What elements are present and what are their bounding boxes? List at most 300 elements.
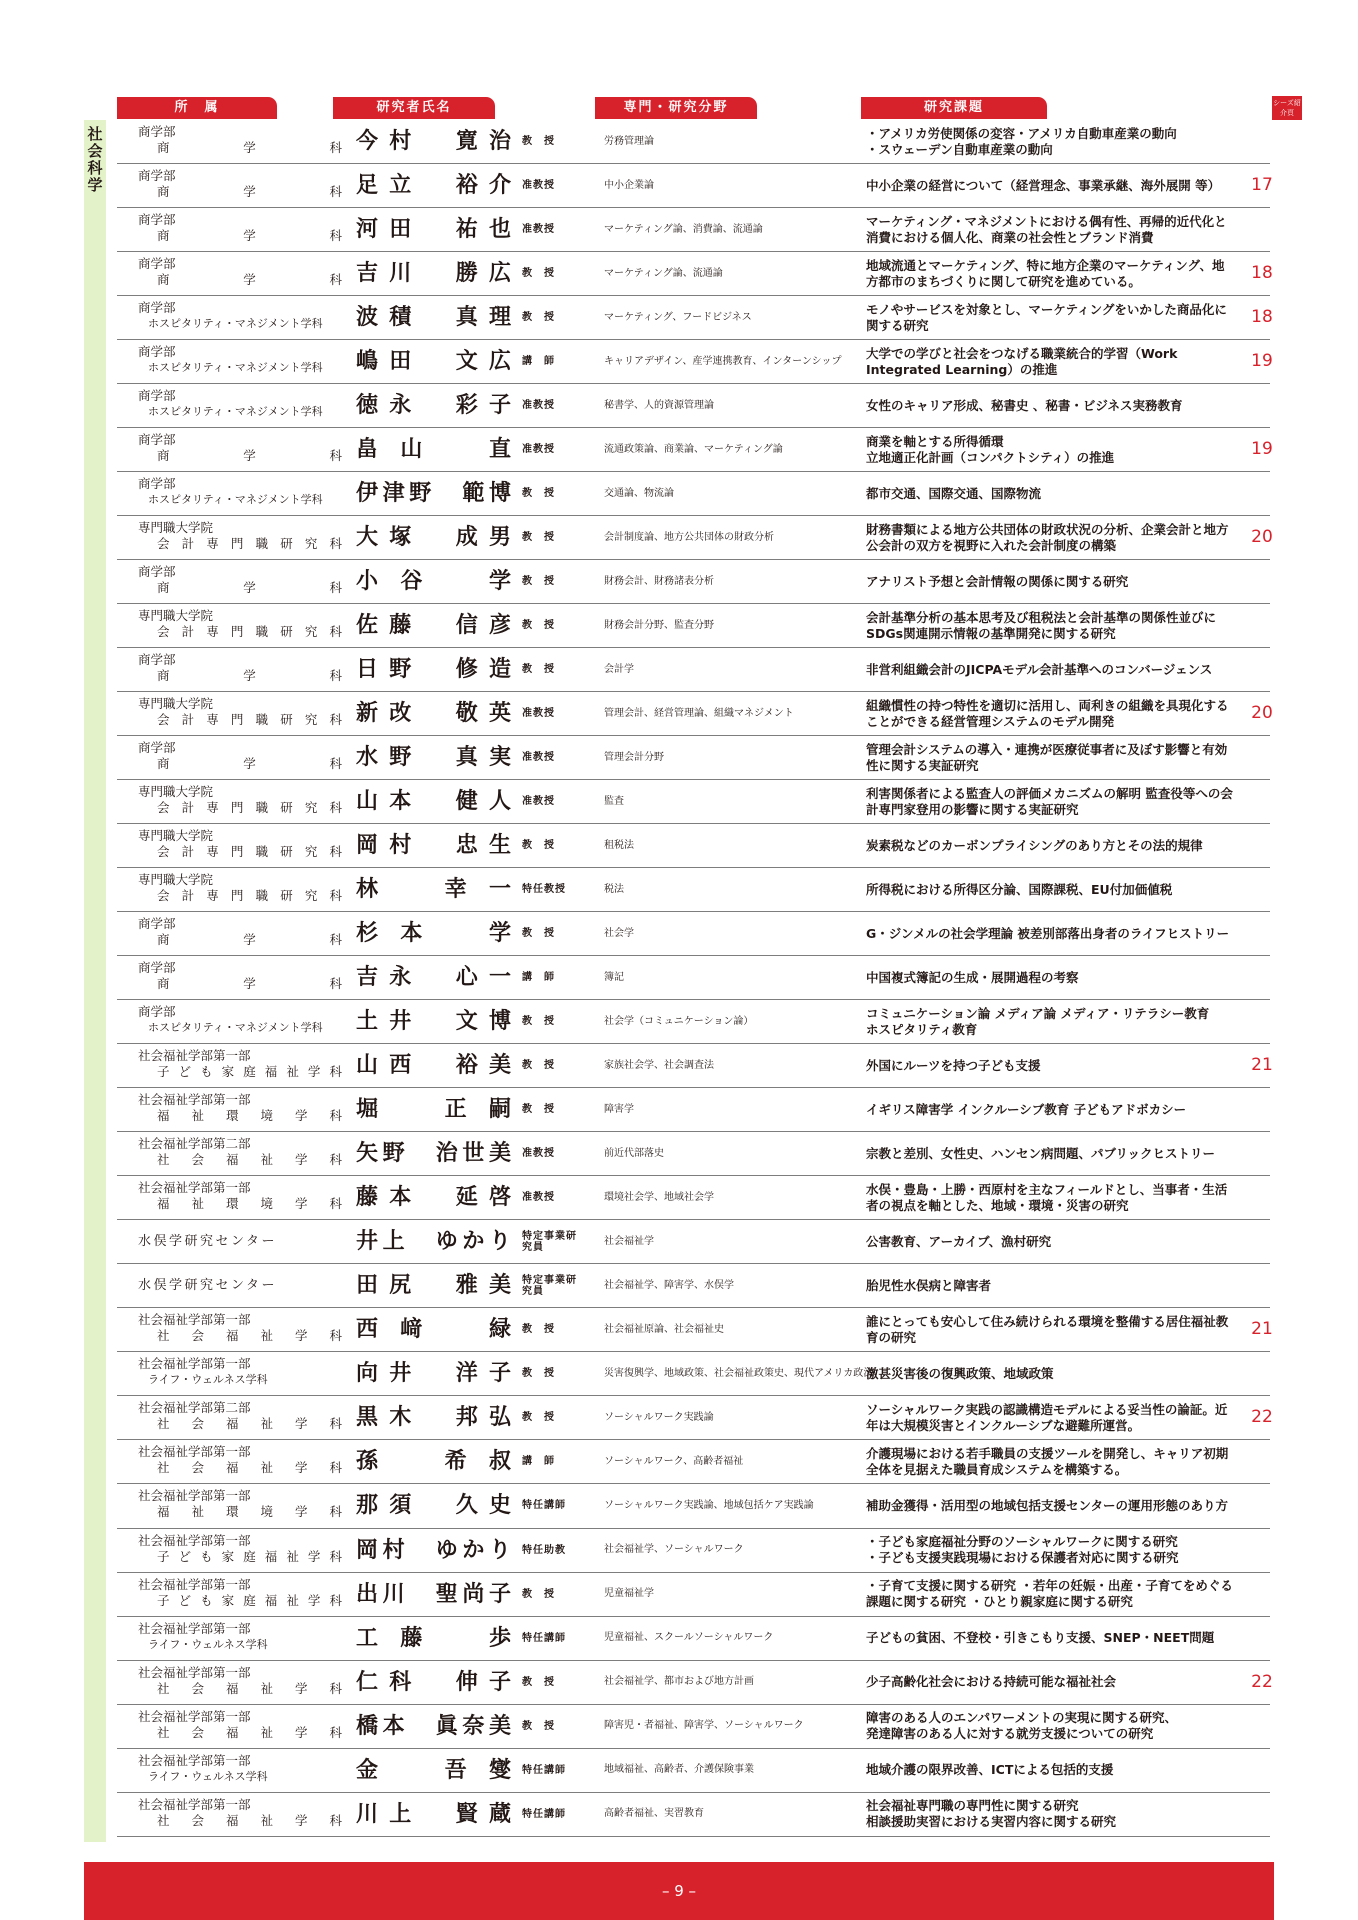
academic-title bbox=[522, 1440, 582, 1483]
researcher-name-text: 今村 寛治 bbox=[356, 129, 511, 154]
researcher-name-text: 吉永 心一 bbox=[356, 965, 511, 991]
researcher-name-text: 佐藤 信彦 bbox=[356, 613, 511, 639]
research-field-text: 障害学 bbox=[604, 1103, 634, 1115]
researcher-name bbox=[356, 1536, 511, 1566]
research-field bbox=[604, 472, 854, 515]
academic-title-text: 教 授 bbox=[522, 1676, 555, 1688]
affiliation-department: ホスピタリティ・マネジメント学科 bbox=[148, 1021, 323, 1035]
research-field-text: マーケティング論、消費論、流通論 bbox=[604, 223, 763, 235]
researcher-name-text: 田尻 雅美 bbox=[356, 1273, 511, 1299]
affiliation-department: ホスピタリティ・マネジメント学科 bbox=[148, 317, 323, 331]
table-row bbox=[117, 120, 1270, 164]
research-topic-text: イギリス障害学 インクルーシブ教育 子どもアドボカシー bbox=[866, 1101, 1187, 1117]
researcher-name bbox=[356, 391, 511, 421]
research-topic-text: G・ジンメルの社会学理論 被差別部落出身者のライフヒストリー bbox=[866, 925, 1230, 941]
researcher-name bbox=[356, 1712, 511, 1742]
research-topic bbox=[866, 472, 1234, 515]
research-topic bbox=[866, 1529, 1234, 1572]
affiliation-faculty: 商学部 bbox=[138, 388, 176, 404]
affiliation-faculty: 社会福祉学部第一部 bbox=[138, 1444, 251, 1460]
section-label: 社会科学 bbox=[87, 125, 103, 194]
academic-title-text: 教 授 bbox=[522, 1016, 555, 1028]
researcher-name-text: 大塚 成男 bbox=[356, 525, 511, 551]
academic-title-text: 教 授 bbox=[522, 1412, 555, 1424]
affiliation-department: 商学科 bbox=[157, 448, 342, 464]
research-topic-text: 胎児性水俣病と障害者 bbox=[866, 1277, 992, 1293]
academic-title bbox=[522, 252, 582, 295]
research-topic-text: 外国にルーツを持つ子ども支援 bbox=[866, 1057, 1041, 1073]
table-row bbox=[117, 384, 1270, 428]
researcher-name bbox=[356, 523, 511, 553]
table-row bbox=[117, 1573, 1270, 1617]
researcher-name bbox=[356, 567, 511, 597]
academic-title bbox=[522, 384, 582, 427]
affiliation-department: ライフ・ウェルネス学科 bbox=[148, 1769, 268, 1783]
researcher-name bbox=[356, 699, 511, 729]
research-field bbox=[604, 736, 854, 779]
academic-title bbox=[522, 472, 582, 515]
academic-title-text: 教 授 bbox=[522, 136, 555, 147]
affiliation-faculty: 商学部 bbox=[138, 740, 176, 756]
affiliation-faculty: 専門職大学院 bbox=[138, 696, 214, 712]
research-field-text: 高齢者福祉、実習教育 bbox=[604, 1808, 704, 1820]
academic-title bbox=[522, 604, 582, 647]
seeds-page-ref[interactable]: 19 bbox=[1251, 351, 1273, 372]
research-field bbox=[604, 1793, 854, 1836]
researcher-name-text: 林 幸一 bbox=[356, 877, 511, 903]
researcher-name bbox=[356, 479, 511, 509]
researcher-name bbox=[356, 743, 511, 773]
research-field bbox=[604, 868, 854, 911]
table-row bbox=[117, 912, 1270, 956]
research-topic bbox=[866, 560, 1234, 603]
academic-title bbox=[522, 1352, 582, 1395]
research-topic-text: 炭素税などのカーボンプライシングのあり方とその法的規律 bbox=[866, 837, 1203, 853]
academic-title bbox=[522, 1573, 582, 1616]
academic-title bbox=[522, 1132, 582, 1175]
research-topic bbox=[866, 824, 1234, 867]
academic-title bbox=[522, 912, 582, 955]
table-row bbox=[117, 1440, 1270, 1484]
research-field bbox=[604, 252, 854, 295]
affiliation-faculty: 商学部 bbox=[138, 916, 176, 932]
academic-title-text: 教 授 bbox=[522, 1720, 555, 1732]
research-field bbox=[604, 1176, 854, 1219]
research-field-text: 簿記 bbox=[604, 971, 624, 983]
researcher-name-text: 黒木 邦弘 bbox=[356, 1405, 511, 1431]
researcher-name bbox=[356, 1447, 511, 1477]
affiliation-department: 社会福祉学科 bbox=[157, 1416, 342, 1432]
research-field bbox=[604, 1352, 874, 1395]
research-topic bbox=[866, 1308, 1234, 1351]
affiliation-department: ホスピタリティ・マネジメント学科 bbox=[148, 405, 323, 419]
affiliation-department: 社会福祉学科 bbox=[157, 1152, 342, 1168]
research-topic bbox=[866, 1264, 1234, 1307]
researcher-name-text: 畠山 直 bbox=[356, 437, 511, 463]
affiliation-department: 会計専門職研究科 bbox=[157, 712, 342, 728]
research-topic bbox=[866, 384, 1234, 427]
academic-title bbox=[522, 1529, 582, 1572]
research-field-text: 財務会計、財務諸表分析 bbox=[604, 575, 714, 587]
affiliation-faculty: 社会福祉学部第一部 bbox=[138, 1312, 251, 1328]
header-affiliation: 所 属 bbox=[117, 97, 277, 119]
research-topic-text: 水俣・豊島・上勝・西原村を主なフィールドとし、当事者・生活者の視点を軸とした、地域・環境・災害の研究 bbox=[866, 1181, 1228, 1213]
research-topic-text: 子どもの貧困、不登校・引きこもり支援、SNEP・NEET問題 bbox=[866, 1630, 1215, 1646]
research-field-text: 流通政策論、商業論、マーケティング論 bbox=[604, 443, 783, 455]
researcher-name bbox=[356, 127, 511, 157]
researcher-name bbox=[356, 787, 511, 817]
table-row bbox=[117, 1132, 1270, 1176]
research-field bbox=[604, 1529, 854, 1572]
research-field bbox=[604, 1705, 854, 1748]
affiliation-department: 商学科 bbox=[157, 580, 342, 596]
research-topic-text: 会計基準分析の基本思考及び租税法と会計基準の関係性並びにSDGs関連開示情報の基準開発に関する研究 bbox=[866, 609, 1217, 641]
affiliation-faculty: 社会福祉学部第一部 bbox=[138, 1708, 251, 1724]
header-researcher-name: 研究者氏名 bbox=[333, 97, 495, 119]
affiliation-department: 福祉環境学科 bbox=[157, 1504, 342, 1520]
researcher-name bbox=[356, 1315, 511, 1345]
academic-title-text: 講 師 bbox=[522, 356, 555, 368]
affiliation-department: 会計専門職研究科 bbox=[157, 888, 342, 904]
section-sidebar bbox=[84, 120, 106, 1842]
research-field-text: 会計学 bbox=[604, 663, 634, 675]
academic-title-text: 教 授 bbox=[522, 532, 555, 544]
researcher-name-text: 水野 真実 bbox=[356, 745, 511, 771]
researcher-name-text: 土井 文博 bbox=[356, 1009, 511, 1035]
research-topic bbox=[866, 1044, 1234, 1087]
research-field bbox=[604, 912, 854, 955]
research-topic bbox=[866, 1661, 1234, 1704]
academic-title-text: 特定事業研究員 bbox=[522, 1274, 577, 1297]
academic-title-text: 准教授 bbox=[522, 752, 555, 764]
research-field bbox=[604, 428, 854, 471]
research-field-text: 社会学（コミュニケーション論） bbox=[604, 1015, 754, 1027]
academic-title bbox=[522, 1396, 582, 1439]
research-topic bbox=[866, 516, 1234, 559]
academic-title-text: 教 授 bbox=[522, 1588, 555, 1600]
researcher-name-text: 西﨑 緑 bbox=[356, 1317, 511, 1343]
academic-title bbox=[522, 1044, 582, 1087]
academic-title-text: 特任講師 bbox=[522, 1764, 566, 1776]
table-row bbox=[117, 648, 1270, 692]
research-field bbox=[604, 384, 854, 427]
academic-title bbox=[522, 560, 582, 603]
academic-title-text: 准教授 bbox=[522, 1148, 555, 1160]
research-topic bbox=[866, 296, 1234, 339]
affiliation-faculty: 社会福祉学部第一部 bbox=[138, 1180, 251, 1196]
research-topic bbox=[866, 956, 1234, 999]
table-row bbox=[117, 868, 1270, 912]
header-topic: 研究課題 bbox=[861, 97, 1047, 119]
table-row bbox=[117, 1529, 1270, 1573]
academic-title bbox=[522, 120, 582, 163]
affiliation-faculty: 社会福祉学部第一部 bbox=[138, 1048, 251, 1064]
research-field bbox=[604, 516, 854, 559]
research-field bbox=[604, 164, 854, 207]
academic-title-text: 特任教授 bbox=[522, 884, 566, 896]
researcher-name-text: 金 吾燮 bbox=[356, 1757, 511, 1783]
research-field bbox=[604, 692, 854, 735]
research-topic-text: ・子ども家庭福祉分野のソーシャルワークに関する研究 ・子ども支援実践現場における保護者対応に関する研究 bbox=[866, 1534, 1179, 1565]
researcher-name-text: 堀 正嗣 bbox=[356, 1097, 511, 1123]
affiliation-faculty: 商学部 bbox=[138, 256, 176, 272]
table-row bbox=[117, 1044, 1273, 1088]
research-field-text: 児童福祉学 bbox=[604, 1588, 654, 1600]
academic-title-text: 教 授 bbox=[522, 840, 555, 852]
table-row bbox=[117, 340, 1273, 384]
academic-title bbox=[522, 1793, 582, 1836]
researcher-name-text: 那須 久史 bbox=[356, 1493, 511, 1519]
academic-title bbox=[522, 692, 582, 735]
table-row bbox=[117, 428, 1273, 472]
table-row bbox=[117, 1661, 1273, 1705]
research-field-text: 労務管理論 bbox=[604, 135, 654, 147]
affiliation-faculty: 社会福祉学部第一部 bbox=[138, 1620, 251, 1636]
research-field bbox=[604, 1264, 854, 1307]
academic-title-text: 特任講師 bbox=[522, 1808, 566, 1820]
research-field bbox=[604, 296, 854, 339]
research-topic-text: 大学での学びと社会をつなげる職業統合的学習（Work Integrated Learning）の推進 bbox=[866, 345, 1178, 377]
research-field-text: 家族社会学、社会調査法 bbox=[604, 1059, 714, 1071]
research-topic bbox=[866, 1440, 1234, 1483]
table-row bbox=[117, 472, 1270, 516]
research-topic-text: 宗教と差別、女性史、ハンセン病問題、パブリックヒストリー bbox=[866, 1145, 1216, 1161]
research-field bbox=[604, 1396, 854, 1439]
researcher-name-text: 嶋田 文広 bbox=[356, 349, 511, 375]
affiliation-department: 会計専門職研究科 bbox=[157, 800, 342, 816]
affiliation-department: 福祉環境学科 bbox=[157, 1196, 342, 1212]
affiliation-department: 会計専門職研究科 bbox=[157, 624, 342, 640]
seeds-page-ref[interactable]: 21 bbox=[1251, 1055, 1273, 1076]
academic-title bbox=[522, 1000, 582, 1043]
table-row bbox=[117, 296, 1273, 340]
seeds-page-ref[interactable]: 20 bbox=[1251, 527, 1273, 548]
affiliation-faculty: 社会福祉学部第一部 bbox=[138, 1488, 251, 1504]
research-topic bbox=[866, 1132, 1234, 1175]
research-topic-text: ソーシャルワーク実践の認識構造モデルによる妥当性の論証。近年は大規模災害とインクルーシブな避難所運営。 bbox=[866, 1401, 1228, 1433]
researcher-name-text: 吉川 勝広 bbox=[356, 261, 511, 287]
research-topic bbox=[866, 1573, 1234, 1616]
researcher-name bbox=[356, 1624, 511, 1654]
researcher-name-text: 小谷 学 bbox=[356, 569, 511, 595]
research-field-text: 社会福祉学、都市および地方計画 bbox=[604, 1676, 754, 1688]
affiliation-faculty: 社会福祉学部第二部 bbox=[138, 1400, 251, 1416]
academic-title bbox=[522, 516, 582, 559]
researcher-name-text: 岡村 忠生 bbox=[356, 833, 511, 859]
researcher-name bbox=[356, 1800, 511, 1830]
research-field-text: 地域福祉、高齢者、介護保険事業 bbox=[604, 1764, 754, 1776]
research-topic bbox=[866, 912, 1234, 955]
research-field bbox=[604, 780, 854, 823]
affiliation-faculty: 商学部 bbox=[138, 344, 176, 360]
research-topic bbox=[866, 736, 1234, 779]
researcher-name-text: 伊津野 範博 bbox=[356, 481, 511, 507]
research-field-text: 児童福祉、スクールソーシャルワーク bbox=[604, 1632, 774, 1644]
affiliation-department: 商学科 bbox=[157, 228, 342, 244]
research-topic-text: 組織慣性の持つ特性を適切に活用し、両利きの組織を具現化することができる経営管理システムのモデル開発 bbox=[866, 697, 1229, 729]
research-field-text: 財務会計分野、監査分野 bbox=[604, 619, 714, 631]
research-topic-text: 地域介護の限界改善、ICTによる包括的支援 bbox=[866, 1762, 1114, 1778]
table-row bbox=[117, 1617, 1270, 1661]
research-field-text: 税法 bbox=[604, 883, 624, 895]
research-field bbox=[604, 1573, 854, 1616]
research-field-text: マーケティング論、流通論 bbox=[604, 267, 723, 279]
table-row bbox=[117, 692, 1273, 736]
research-topic-text: 所得税における所得区分論、国際課税、EU付加価値税 bbox=[866, 881, 1173, 897]
affiliation-faculty: 社会福祉学部第一部 bbox=[138, 1796, 251, 1812]
research-topic-text: 財務書類による地方公共団体の財政状況の分析、企業会計と地方公会計の双方を視野に入れた会計制度の構築 bbox=[866, 521, 1229, 553]
affiliation-faculty: 商学部 bbox=[138, 564, 176, 580]
research-topic-text: 中小企業の経営について（経営理念、事業承継、海外展開 等） bbox=[866, 177, 1221, 193]
research-topic-text: 非営利組織会計のJICPAモデル会計基準へのコンバージェンス bbox=[866, 661, 1213, 677]
researcher-name-text: 矢野 治世美 bbox=[356, 1141, 511, 1167]
research-field bbox=[604, 208, 854, 251]
academic-title bbox=[522, 1220, 582, 1263]
affiliation-department: ホスピタリティ・マネジメント学科 bbox=[148, 493, 323, 507]
affiliation-faculty: 社会福祉学部第一部 bbox=[138, 1752, 251, 1768]
researcher-name bbox=[356, 655, 511, 685]
table-row bbox=[117, 560, 1270, 604]
affiliation-faculty: 専門職大学院 bbox=[138, 872, 214, 888]
researcher-name bbox=[356, 303, 511, 333]
research-field-text: 租税法 bbox=[604, 839, 634, 851]
research-field-text: 社会福祉学、障害学、水俣学 bbox=[604, 1279, 734, 1291]
research-topic bbox=[866, 1396, 1234, 1439]
research-topic bbox=[866, 208, 1234, 251]
research-field-text: ソーシャルワーク、高齢者福祉 bbox=[604, 1455, 744, 1467]
research-field bbox=[604, 956, 854, 999]
researcher-name bbox=[356, 1007, 511, 1037]
academic-title-text: 教 授 bbox=[522, 928, 555, 940]
table-row bbox=[117, 604, 1270, 648]
researcher-name bbox=[356, 1227, 511, 1257]
academic-title-text: 准教授 bbox=[522, 400, 555, 412]
researcher-name-text: 仁科 伸子 bbox=[356, 1669, 511, 1695]
research-topic-text: 介護現場における若手職員の支援ツールを開発し、キャリア初期全体を見据えた職員育成システムを構築する。 bbox=[866, 1445, 1229, 1477]
research-field bbox=[604, 1661, 854, 1704]
research-topic bbox=[866, 1220, 1234, 1263]
academic-title bbox=[522, 1661, 582, 1704]
research-field-text: 環境社会学、地域社会学 bbox=[604, 1191, 714, 1203]
researcher-name bbox=[356, 611, 511, 641]
academic-title-text: 教 授 bbox=[522, 1104, 555, 1116]
research-field-text: 会計制度論、地方公共団体の財政分析 bbox=[604, 531, 774, 543]
affiliation-department: 商学科 bbox=[157, 668, 342, 684]
research-topic-text: 少子高齢化社会における持続可能な福祉社会 bbox=[866, 1674, 1117, 1690]
academic-title bbox=[522, 1176, 582, 1219]
affiliation-department: ライフ・ウェルネス学科 bbox=[148, 1637, 268, 1651]
researcher-name bbox=[356, 259, 511, 289]
research-field-text: 社会福祉学 bbox=[604, 1235, 654, 1247]
research-field bbox=[604, 1308, 854, 1351]
table-row bbox=[117, 956, 1270, 1000]
table-row bbox=[117, 252, 1273, 296]
table-row bbox=[117, 1352, 1270, 1396]
academic-title bbox=[522, 1617, 582, 1660]
academic-title-text: 准教授 bbox=[522, 708, 555, 720]
affiliation-department: 会計専門職研究科 bbox=[157, 844, 342, 860]
seeds-page-ref[interactable]: 20 bbox=[1251, 703, 1273, 724]
research-field-text: 交通論、物流論 bbox=[604, 487, 674, 499]
researcher-name-text: 日野 修造 bbox=[356, 657, 511, 683]
affiliation-faculty: 商学部 bbox=[138, 960, 176, 976]
research-topic-text: ・アメリカ労使関係の変容・アメリカ自動車産業の動向 ・スウェーデン自動車産業の動向 bbox=[866, 125, 1177, 157]
academic-title-text: 教 授 bbox=[522, 268, 555, 280]
seeds-page-ref[interactable]: 22 bbox=[1251, 1407, 1273, 1428]
affiliation-department: 商学科 bbox=[157, 976, 342, 992]
researcher-name-text: 出川 聖尚子 bbox=[356, 1581, 511, 1607]
researcher-name-text: 橋本 眞奈美 bbox=[356, 1713, 511, 1739]
academic-title-text: 教 授 bbox=[522, 1368, 555, 1380]
research-field bbox=[604, 120, 854, 163]
table-row bbox=[117, 1705, 1270, 1749]
table-row bbox=[117, 1484, 1270, 1528]
affiliation-faculty: 商学部 bbox=[138, 432, 176, 448]
table-row bbox=[117, 516, 1273, 560]
researcher-table bbox=[117, 120, 1273, 1837]
researcher-name bbox=[356, 435, 511, 465]
research-topic bbox=[866, 1088, 1234, 1131]
researcher-name-text: 岡村 ゆかり bbox=[356, 1537, 511, 1563]
academic-title-text: 准教授 bbox=[522, 444, 555, 456]
research-topic-text: 中国複式簿記の生成・展開過程の考察 bbox=[866, 969, 1079, 985]
academic-title bbox=[522, 868, 582, 911]
academic-title-text: 講 師 bbox=[522, 972, 555, 984]
affiliation-faculty: 商学部 bbox=[138, 1004, 176, 1020]
academic-title-text: 教 授 bbox=[522, 1324, 555, 1336]
researcher-name bbox=[356, 831, 511, 861]
academic-title bbox=[522, 1705, 582, 1748]
seeds-page-ref[interactable]: 22 bbox=[1251, 1671, 1273, 1692]
research-topic bbox=[866, 340, 1234, 383]
seeds-page-ref[interactable]: 17 bbox=[1251, 175, 1273, 196]
academic-title bbox=[522, 208, 582, 251]
seeds-page-ref[interactable]: 18 bbox=[1251, 263, 1273, 284]
academic-title bbox=[522, 164, 582, 207]
seeds-page-ref[interactable]: 21 bbox=[1251, 1319, 1273, 1340]
affiliation-department: 商学科 bbox=[157, 140, 342, 155]
researcher-name-text: 山西 裕美 bbox=[356, 1053, 511, 1079]
academic-title-text: 特任講師 bbox=[522, 1632, 566, 1644]
research-topic bbox=[866, 252, 1234, 295]
researcher-name bbox=[356, 963, 511, 993]
affiliation-faculty: 社会福祉学部第一部 bbox=[138, 1356, 251, 1372]
research-field-text: 障害児・者福祉、障害学、ソーシャルワーク bbox=[604, 1720, 804, 1732]
researcher-name-text: 足立 裕介 bbox=[356, 173, 511, 199]
seeds-page-ref[interactable]: 18 bbox=[1251, 307, 1273, 328]
table-row bbox=[117, 208, 1270, 252]
academic-title-text: 准教授 bbox=[522, 224, 555, 236]
academic-title bbox=[522, 1088, 582, 1131]
academic-title-text: 教 授 bbox=[522, 620, 555, 632]
research-field-text: マーケティング、フードビジネス bbox=[604, 311, 752, 323]
academic-title-text: 准教授 bbox=[522, 796, 555, 808]
affiliation-faculty: 商学部 bbox=[138, 476, 176, 492]
research-topic bbox=[866, 692, 1234, 735]
academic-title bbox=[522, 648, 582, 691]
affiliation-faculty: 商学部 bbox=[138, 124, 176, 139]
seeds-page-ref[interactable]: 19 bbox=[1251, 439, 1273, 460]
researcher-name-text: 杉本 学 bbox=[356, 921, 511, 947]
research-field-text: 前近代部落史 bbox=[604, 1147, 664, 1159]
research-field bbox=[604, 1220, 854, 1263]
table-row bbox=[117, 1793, 1270, 1837]
table-row bbox=[117, 1396, 1273, 1440]
table-row bbox=[117, 736, 1270, 780]
affiliation-department: 会計専門職研究科 bbox=[157, 536, 342, 552]
research-field-text: 管理会計分野 bbox=[604, 751, 664, 763]
affiliation-faculty: 専門職大学院 bbox=[138, 828, 214, 844]
